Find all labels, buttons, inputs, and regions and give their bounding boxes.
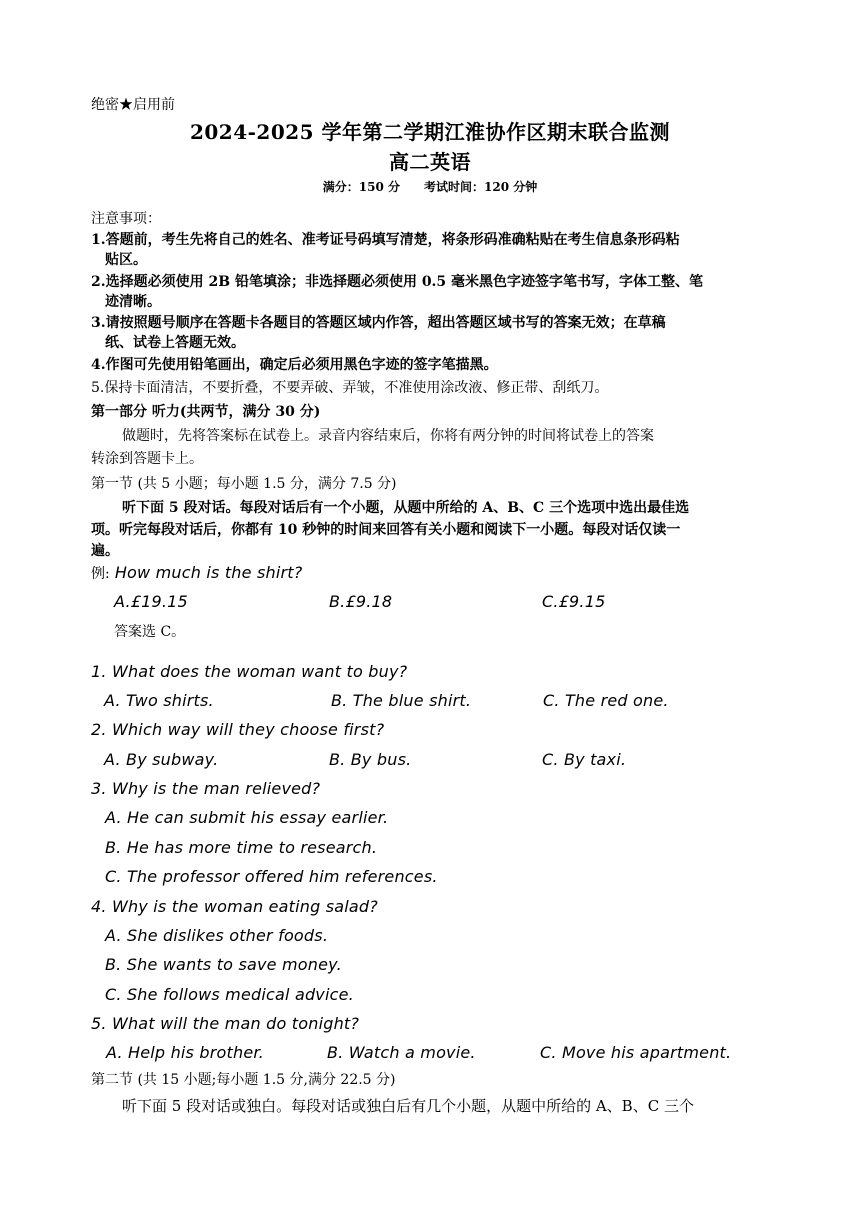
exam-title: 2024-2025 学年第二学期江淮协作区期末联合监测 — [189, 120, 671, 144]
question-1-option-c: C. The red one. — [543, 691, 669, 710]
example-question — [91, 563, 302, 583]
question-1-option-b: B. The blue shirt. — [331, 691, 472, 710]
note-text: 作图可先使用铅笔画出，确定后必须用黑色字迹的签字笔描黑。 — [105, 357, 498, 373]
note-number: 2. — [91, 274, 106, 290]
note-number: 5. — [91, 380, 105, 396]
question-3-option-a: A. He can submit his essay earlier. — [105, 808, 389, 827]
example-option-c: C.£9.15 — [542, 592, 606, 611]
section1-instruction-line1: 听下面 5 段对话。每段对话后有一个小题，从题中所给的 A、B、C 三个选项中选出最佳选 — [122, 500, 690, 516]
section1-heading: 第一节 (共 5 小题；每小题 1.5 分，满分 7.5 分) — [91, 476, 397, 492]
section1-instruction-line2: 项。听完每段对话后，你都有 10 秒钟的时间来回答有关小题和阅读下一小题。每段对话仅读一 — [91, 522, 681, 538]
example-label: 例: — [91, 566, 110, 582]
note-text: 保持卡面清洁，不要折叠，不要弄破、弄皱，不准使用涂改液、修正带、刮纸刀。 — [104, 380, 609, 396]
question-5-option-c: C. Move his apartment. — [540, 1043, 732, 1062]
note-number: 4. — [91, 357, 106, 373]
note-item-2 — [91, 271, 703, 291]
note-item-5 — [91, 377, 608, 397]
note-text: 选择题必须使用 2B 铅笔填涂；非选择题必须使用 0.5 毫米黑色字迹签字笔书写，字体工整、笔 — [105, 274, 704, 290]
section2-instruction-line1: 听下面 5 段对话或独白。每段对话或独白后有几个小题，从题中所给的 A、B、C 三个 — [122, 1097, 694, 1115]
example-option-b: B.£9.18 — [329, 592, 393, 611]
note-item-1 — [91, 229, 680, 249]
note-item-1-cont: 贴区。 — [105, 252, 147, 268]
section2-heading: 第二节 (共 15 小题;每小题 1.5 分,满分 22.5 分) — [91, 1072, 396, 1088]
note-item-3-cont: 纸、试卷上答题无效。 — [105, 335, 245, 351]
note-number: 3. — [91, 315, 106, 331]
question-3: 3. Why is the man relieved? — [91, 779, 321, 798]
note-item-2-cont: 迹清晰。 — [105, 294, 161, 310]
example-answer: 答案选 C。 — [114, 624, 186, 640]
example-question-text: How much is the shirt? — [114, 563, 303, 582]
question-1-option-a: A. Two shirts. — [104, 691, 214, 710]
question-2-option-b: B. By bus. — [329, 750, 412, 769]
question-2-option-a: A. By subway. — [104, 750, 219, 769]
question-4: 4. Why is the woman eating salad? — [91, 897, 378, 916]
question-4-option-a: A. She dislikes other foods. — [105, 926, 329, 945]
section1-instruction-line3: 遍。 — [91, 543, 119, 559]
part1-heading: 第一部分 听力(共两节，满分 30 分) — [91, 404, 321, 420]
question-5-option-a: A. Help his brother. — [106, 1043, 264, 1062]
question-5: 5. What will the man do tonight? — [91, 1014, 360, 1033]
part1-instruction-line1: 做题时，先将答案标在试卷上。录音内容结束后，你将有两分钟的时间将试卷上的答案 — [122, 428, 654, 444]
question-1: 1. What does the woman want to buy? — [91, 662, 408, 681]
question-4-option-c: C. She follows medical advice. — [105, 985, 354, 1004]
note-text: 答题前，考生先将自己的姓名、准考证号码填写清楚，将条形码准确粘贴在考生信息条形码粘 — [105, 232, 680, 248]
question-2-option-c: C. By taxi. — [542, 750, 627, 769]
subject-title: 高二英语 — [389, 150, 471, 174]
note-number: 1. — [91, 232, 106, 248]
question-3-option-b: B. He has more time to research. — [105, 838, 378, 857]
exam-meta: 满分：150 分 考试时间：120 分钟 — [322, 180, 538, 194]
question-2: 2. Which way will they choose first? — [91, 720, 385, 739]
part1-instruction-line2: 转涂到答题卡上。 — [91, 451, 203, 467]
note-text: 请按照题号顺序在答题卡各题目的答题区域内作答，超出答题区域书写的答案无效；在草稿 — [105, 315, 666, 331]
note-item-3 — [91, 312, 666, 332]
example-option-a: A.£19.15 — [114, 592, 188, 611]
question-3-option-c: C. The professor offered him references. — [105, 867, 438, 886]
confidential-label: 绝密★启用前 — [91, 97, 175, 113]
notes-heading: 注意事项： — [91, 211, 161, 227]
question-4-option-b: B. She wants to save money. — [105, 955, 342, 974]
question-5-option-b: B. Watch a movie. — [327, 1043, 476, 1062]
note-item-4 — [91, 354, 498, 374]
